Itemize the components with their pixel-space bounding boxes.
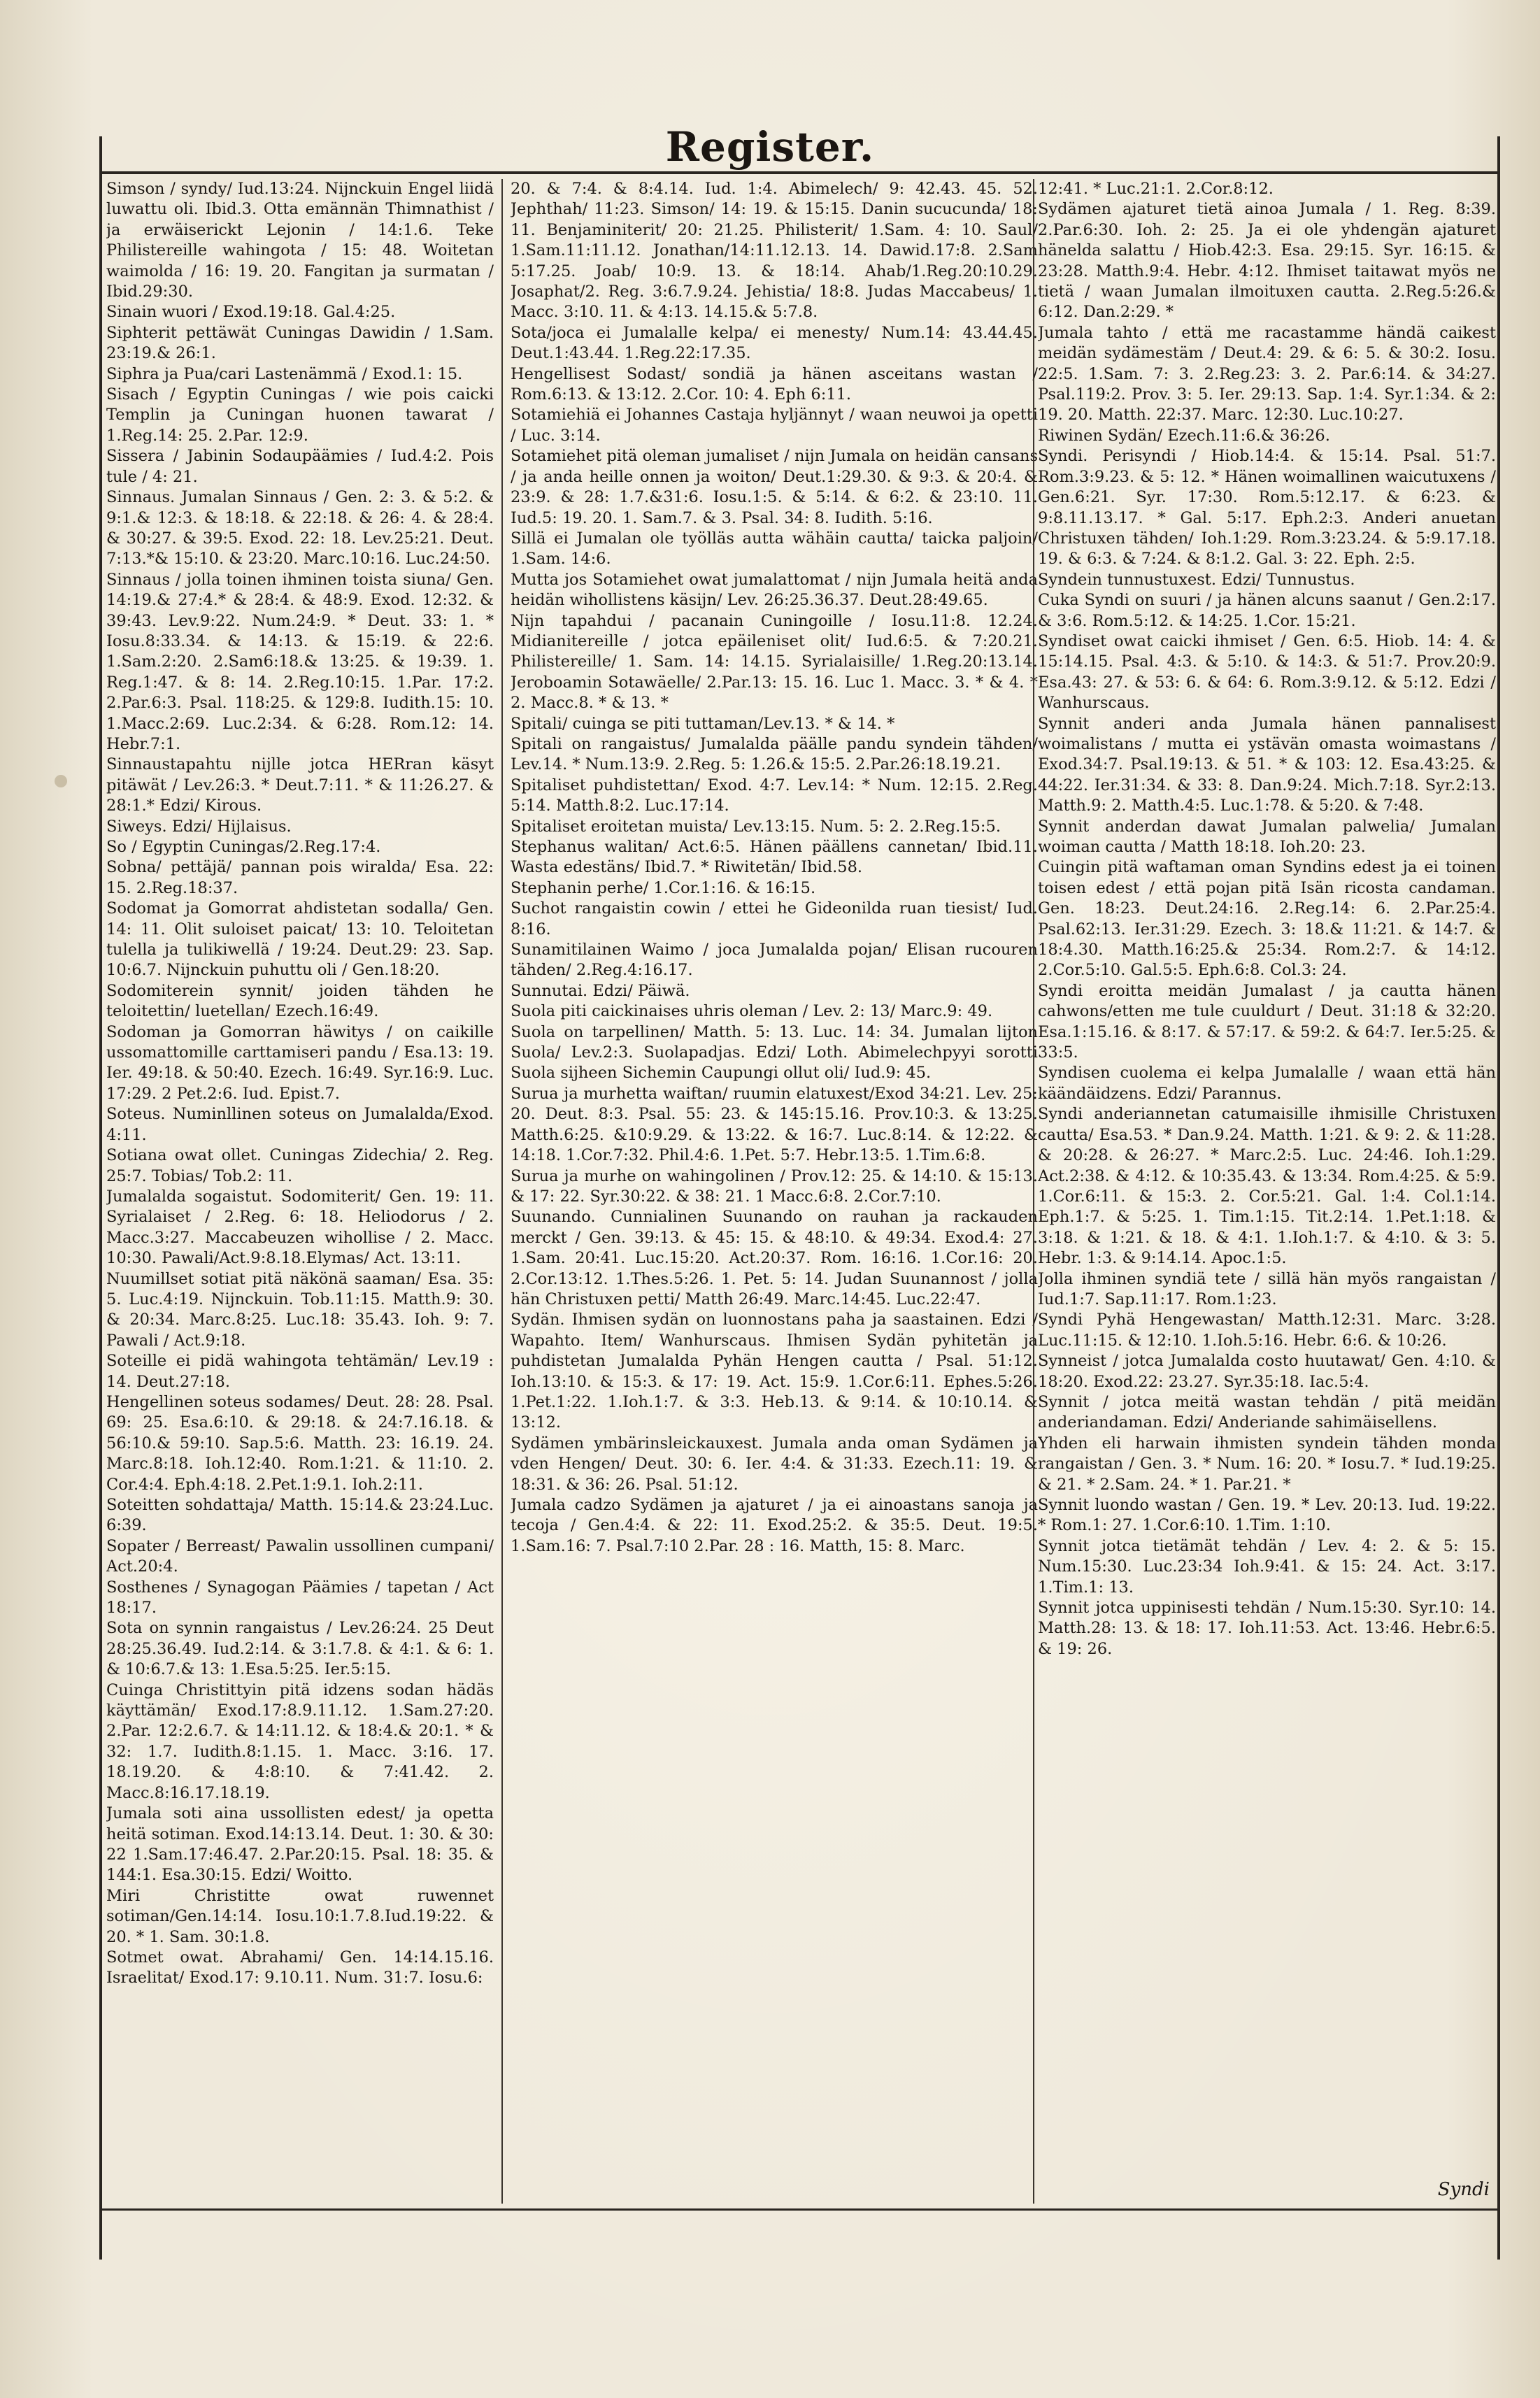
index-entry: Stephanin perhe/ 1.Cor.1:16. & 16:15.: [511, 878, 816, 897]
index-entry: Synneist / jotca Jumalalda costo huutawat/ Gen. 4:10. & 18:20. Exod.22: 23.27. Syr.35:18. Iac.5:4.: [1038, 1352, 1496, 1391]
index-entry: Spitaliset puhdistettan/ Exod. 4:7. Lev.14: * Num. 12:15. 2.Reg. 5:14. Matth.8:2. Luc.17:14.: [511, 776, 1038, 815]
index-entry: Yhden eli harwain ihmisten syndein tähden monda rangaistan / Gen. 3. * Num. 16: 20. * Iosu.7. * Iud.19:25. & 21. * 2.Sam. 24. * 1. Par.21. *: [1038, 1434, 1496, 1494]
index-entry: So / Egyptin Cuningas/2.Reg.17:4.: [106, 838, 381, 856]
index-entry: Sotiana owat ollet. Cuningas Zidechia/ 2. Reg. 25:7. Tobias/ Tob.2: 11.: [106, 1146, 494, 1185]
index-entry: Surua ja murhetta waiftan/ ruumin elatuxest/Exod 34:21. Lev. 25: 20. Deut. 8:3. Psal. 55: 23. & 145:15.16. Prov.10:3. & 13:25. Matth.6:25. &10:9.29. & 13:22. & 16:7. Luc.8:14. & 12:22. & 14:18. 1.Cor.7:32. Phil.4:6. 1.Pet. 5:7. Hebr.13:5. 1.Tim.6:8.: [511, 1084, 1038, 1165]
index-column-2: [511, 179, 1038, 2204]
index-entry: 20. & 7:4. & 8:4.14. Iud. 1:4. Abimelech/ 9: 42.43. 45. 52. Jephthah/ 11:23. Simson/ 14: 19. & 15:15. Danin sucucunda/ 18: 11. Benjaminiterit/ 20: 21.25. Philisterit/ 1.Sam. 4: 10. Saul/ 1.Sam.11:11.12. Jonathan/14:11.12.13. 14. Dawid.17:8. 2.Sam 5:17.25. Joab/ 10:9. 13. & 18:14. Ahab/1.Reg.20:10.29. Josaphat/2. Reg. 3:6.7.9.24. Jehistia/ 18:8. Judas Maccabeus/ 1. Macc. 3:10. 11. & 4:13. 14.15.& 5:7.8.: [511, 180, 1038, 322]
index-entry: Jumalalda sogaistut. Sodomiterit/ Gen. 19: 11. Syrialaiset / 2.Reg. 6: 18. Heliodorus / 2. Macc.3:27. Maccabeuzen wihollise / 2. Macc. 10:30. Pawali/Act.9:8.18.Elymas/ Act. 13:11.: [106, 1187, 494, 1268]
index-entry: Synnit / jotca meitä wastan tehdän / pitä meidän anderiandaman. Edzi/ Anderiande sahimäisellens.: [1038, 1392, 1496, 1432]
index-entry: Mutta jos Sotamiehet owat jumalattomat / nijn Jumala heitä anda heidän wihollistens käsijn/ Lev. 26:25.36.37. Deut.28:49.65.: [511, 570, 1038, 610]
index-entry: Sinnaus. Jumalan Sinnaus / Gen. 2: 3. & 5:2. & 9:1.& 12:3. & 18:18. & 22:18. & 26: 4. & 28:4. & 30:27. & 39:5. Exod. 22: 18. Lev.25:21. Deut. 7:13.*& 15:10. & 23:20. Marc.10:16. Luc.24:50.: [106, 488, 494, 569]
index-entry: Sotamiehet pitä oleman jumaliset / nijn Jumala on heidän cansans / ja anda heille onnen ja woiton/ Deut.1:29.30. & 9:3. & 20:4. & 23:9. & 28: 1.7.&31:6. Iosu.1:5. & 5:14. & 6:2. & 23:10. 11. Iud.5: 19. 20. 1. Sam.7. & 3. Psal. 34: 8. Iudith. 5:16.: [511, 447, 1038, 527]
index-entry: Hengellisest Sodast/ sondiä ja hänen asceitans wastan / Rom.6:13. & 13:12. 2.Cor. 10: 4. Eph 6:11.: [511, 364, 1038, 404]
index-entry: Soteille ei pidä wahingota tehtämän/ Lev.19 : 14. Deut.27:18.: [106, 1352, 494, 1391]
index-entry: Soteitten sohdattaja/ Matth. 15:14.& 23:24.Luc. 6:39.: [106, 1496, 494, 1535]
index-entry: Syndi eroitta meidän Jumalast / ja cautta hänen cahwons/etten me tule cuuldurt / Deut. 31:18 & 32:20. Esa.1:15.16. & 8:17. & 57:17. & 59:2. & 64:7. Ier.5:25. & 33:5.: [1038, 981, 1496, 1062]
index-entry: Syndein tunnustuxest. Edzi/ Tunnustus.: [1038, 570, 1355, 589]
index-entry: Sotmet owat. Abrahami/ Gen. 14:14.15.16. Israelitat/ Exod.17: 9.10.11. Num. 31:7. Iosu.6:: [106, 1948, 494, 1987]
index-entry: Sissera / Jabinin Sodaupäämies / Iud.4:2. Pois tule / 4: 21.: [106, 447, 494, 486]
index-entry: Soteus. Numinllinen soteus on Jumalalda/Exod. 4:11.: [106, 1105, 494, 1144]
index-entry: Sota/joca ei Jumalalle kelpa/ ei menesty/ Num.14: 43.44.45. Deut.1:43.44. 1.Reg.22:17.35.: [511, 323, 1038, 363]
index-column-1: [106, 179, 494, 2204]
index-entry: Synnit anderdan dawat Jumalan palwelia/ Jumalan woiman cautta / Matth 18:18. Ioh.20: 23.: [1038, 817, 1496, 856]
index-entry: Sinnaus / jolla toinen ihminen toista siuna/ Gen. 14:19.& 27:4.* & 28:4. & 48:9. Exod. 12:32. & 39:43. Lev.9:22. Num.24:9. * Deut. 33: 1. * Iosu.8:33.34. & 14:13. & 15:19. & 22:6. 1.Sam.2:20. 2.Sam6:18.& 13:25. & 19:39. 1. Reg.1:47. & 8: 14. 2.Reg.10:15. 1.Par. 17:2. 2.Par.6:3. Psal. 118:25. & 129:8. Iudith.15: 10. 1.Macc.2:69. Luc.2:34. & 6:28. Rom.12: 14. Hebr.7:1.: [106, 570, 494, 753]
index-entry: Siphra ja Pua/cari Lastenämmä / Exod.1: 15.: [106, 364, 463, 383]
index-entry: Sydämen ymbärinsleickauxest. Jumala anda oman Sydämen ja vden Hengen/ Deut. 30: 6. Ier. 4:4. & 31:33. Ezech.11: 19. & 18:31. & 36: 26. Psal. 51:12.: [511, 1434, 1038, 1494]
index-entry: Cuka Syndi on suuri / ja hänen alcuns saanut / Gen.2:17. & 3:6. Rom.5:12. & 14:25. 1.Cor. 15:21.: [1038, 591, 1496, 630]
paper-hole: [55, 775, 67, 787]
index-entry: Synnit anderi anda Jumala hänen pannalisest woimalistans / mutta ei ystävän omasta woimastans / Exod.34:7. Psal.19:13. & 51. * & 103: 12. Esa.43:25. & 44:22. Ier.31:34. & 33: 8. Dan.9:24. Mich.7:18. Syr.2:13. Matth.9: 2. Matth.4:5. Luc.1:78. & 5:20. & 7:48.: [1038, 714, 1496, 815]
index-entry: Suola piti caickinaises uhris oleman / Lev. 2: 13/ Marc.9: 49.: [511, 1002, 993, 1021]
index-entry: Siweys. Edzi/ Hijlaisus.: [106, 817, 292, 836]
index-entry: Sunnutai. Edzi/ Päiwä.: [511, 981, 690, 1000]
index-entry: Sydän. Ihmisen sydän on luonnostans paha ja saastainen. Edzi / Wapahto. Item/ Wanhurscaus. Ihmisen Sydän pyhitetän ja puhdistetan Jumalalda Pyhän Hengen cautta / Psal. 51:12. Ioh.13:10. & 15:3. & 17: 19. Act. 15:9. 1.Cor.6:11. Ephes.5:26. 1.Pet.1:22. 1.Ioh.1:7. & 3:3. Heb.13. & 9:14. & 10:10.14. & 13:12.: [511, 1311, 1038, 1432]
index-entry: Siphterit pettäwät Cuningas Dawidin / 1.Sam. 23:19.& 26:1.: [106, 323, 494, 363]
index-entry: Spitali/ cuinga se piti tuttaman/Lev.13. * & 14. *: [511, 714, 895, 733]
index-entry: Cuinga Christittyin pitä idzens sodan hädäs käyttämän/ Exod.17:8.9.11.12. 1.Sam.27:20. 2.Par. 12:2.6.7. & 14:11.12. & 18:4.& 20:1. * & 32: 1.7. Iudith.8:1.15. 1. Macc. 3:16. 17. 18.19.20. & 4:8:10. & 7:41.42. 2. Macc.8:16.17.18.19.: [106, 1680, 494, 1802]
index-entry: Sodoman ja Gomorran häwitys / on caikille ussomattomille carttamiseri pandu / Esa.13: 19. Ier. 49:18. & 50:40. Ezech. 16:49. Syr.16:9. Luc. 17:29. 2 Pet.2:6. Iud. Epist.7.: [106, 1022, 494, 1103]
catchword: Syndi: [1437, 2179, 1490, 2200]
index-entry: Sinnaustapahtu nijlle jotca HERran käsyt pitäwät / Lev.26:3. * Deut.7:11. * & 11:26.27. & 28:1.* Edzi/ Kirous.: [106, 755, 494, 815]
index-entry: Jumala cadzo Sydämen ja ajaturet / ja ei ainoastans sanoja ja tecoja / Gen.4:4. & 22: 11. Exod.25:2. & 35:5. Deut. 19:5. 1.Sam.16: 7. Psal.7:10 2.Par. 28 : 16. Matth, 15: 8. Marc.: [511, 1496, 1038, 1555]
index-entry: Sodomat ja Gomorrat ahdistetan sodalla/ Gen. 14: 11. Olit suloiset paicat/ 13: 10. Teloitetan tulella ja tulikiwellä / 19:24. Deut.29: 23. Sap. 10:6.7. Nijnckuin puhuttu oli / Gen.18:20.: [106, 899, 494, 980]
index-entry: Miri Christitte owat ruwennet sotiman/Gen.14:14. Iosu.10:1.7.8.Iud.19:22. & 20. * 1. Sam. 30:1.8.: [106, 1886, 494, 1946]
index-entry: Sosthenes / Synagogan Päämies / tapetan / Act 18:17.: [106, 1578, 494, 1618]
index-column-3: [1038, 179, 1496, 2204]
index-entry: Sunamitilainen Waimo / joca Jumalalda pojan/ Elisan rucouren tähden/ 2.Reg.4:16.17.: [511, 941, 1038, 980]
index-entry: Simson / syndy/ Iud.13:24. Nijnckuin Engel liidä luwattu oli. Ibid.3. Otta emännän Thimnathist / ja erwäiserickt Lejonin / 14:1.6. Teke Philistereille wahingota / 15: 48. Woitetan waimolda / 16: 19. 20. Fangitan ja surmatan / Ibid.29:30.: [106, 180, 494, 301]
index-entry: Syndi. Perisyndi / Hiob.14:4. & 15:14. Psal. 51:7. Rom.3:9.23. & 5: 12. * Hänen woimallinen waicutuxens / Gen.6:21. Syr. 17:30. Rom.5:12.17. & 6:23. & 9:8.11.13.17. * Gal. 5:17. Eph.2:3. Anderi anuetan Christuxen tähden/ Ioh.1:29. Rom.3:23.24. & 5:9.17.18. 19. & 6:3. & 7:24. & 8:1.2. Gal. 3: 22. Eph. 2:5.: [1038, 447, 1496, 569]
index-entry: Sota on synnin rangaistus / Lev.26:24. 25 Deut 28:25.36.49. Iud.2:14. & 3:1.7.8. & 4:1. & 6: 1. & 10:6.7.& 13: 1.Esa.5:25. Ier.5:15.: [106, 1619, 494, 1679]
index-entry: Sopater / Berreast/ Pawalin ussollinen cumpani/ Act.20:4.: [106, 1536, 494, 1576]
column-divider: [1033, 179, 1034, 2204]
index-entry: Synnit jotca tietämät tehdän / Lev. 4: 2. & 5: 15. Num.15:30. Luc.23:34 Ioh.9:41. & 15: 24. Act. 3:17. 1.Tim.1: 13.: [1038, 1536, 1496, 1597]
index-entry: Sinain wuori / Exod.19:18. Gal.4:25.: [106, 303, 396, 322]
top-rule: [99, 171, 1500, 174]
index-entry: Spitaliset eroitetan muista/ Lev.13:15. Num. 5: 2. 2.Reg.15:5.: [511, 817, 1001, 836]
index-entry: Sotamiehiä ei Johannes Castaja hyljännyt / waan neuwoi ja opetti / Luc. 3:14.: [511, 406, 1038, 445]
index-entry: Cuingin pitä waftaman oman Syndins edest ja ei toinen toisen edest / että pojan pitä Isän ricosta candaman. Gen. 18:23. Deut.24:16. 2.Reg.14: 6. 2.Par.25:4. Psal.62:13. Ier.31:29. Ezech. 3: 18.& 11:21. & 14:7. & 18:4.30. Matth.16:25.& 25:34. Rom.2:7. & 14:12. 2.Cor.5:10. Gal.5:5. Eph.6:8. Col.3: 24.: [1038, 858, 1496, 980]
index-entry: Riwinen Sydän/ Ezech.11:6.& 36:26.: [1038, 426, 1330, 445]
bottom-rule: [99, 2208, 1500, 2211]
index-entry: Syndiset owat caicki ihmiset / Gen. 6:5. Hiob. 14: 4. & 15:14.15. Psal. 4:3. & 5:10. & 14:3. & 51:7. Prov.20:9. Esa.43: 27. & 53: 6. & 64: 6. Rom.3:9.12. & 5:12. Edzi / Wanhurscaus.: [1038, 631, 1496, 713]
index-entry: Sodomiterein synnit/ joiden tähden he teloitettin/ luetellan/ Ezech.16:49.: [106, 981, 494, 1021]
column-divider: [501, 179, 503, 2204]
index-entry: Syndi anderiannetan catumaisille ihmisille Christuxen cautta/ Esa.53. * Dan.9.24. Matth. 1:21. & 9: 2. & 11:28. & 20:28. & 26:27. * Marc.2:5. Luc. 24:46. Ioh.1:29. Act.2:38. & 4:12. & 10:35.43. & 13:34. Rom.4:25. & 5:9. 1.Cor.6:11. & 15:3. 2. Cor.5:21. Gal. 1:4. Col.1:14. Eph.1:7. & 5:25. 1. Tim.1:15. Tit.2:14. 1.Pet.1:18. & 3:18. & 1:21. & 18. & 4:1. 1.Ioh.1:7. & 4:10. & 3: 5. Hebr. 1:3. & 9:14.14. Apoc.1:5.: [1038, 1105, 1496, 1268]
index-entry: 12:41. * Luc.21:1. 2.Cor.8:12.: [1038, 180, 1274, 198]
index-entry: Hengellinen soteus sodames/ Deut. 28: 28. Psal. 69: 25. Esa.6:10. & 29:18. & 24:7.16.18. & 56:10.& 59:10. Sap.5:6. Matth. 23: 16.19. 24. Marc.8:18. Ioh.12:40. Rom.1:21. & 11:10. 2. Cor.4:4. Eph.4:18. 2.Pet.1:9.1. Ioh.2:11.: [106, 1392, 494, 1494]
page-title: Register.: [665, 123, 875, 171]
index-entry: Jumala tahto / että me racastamme händä caikest meidän sydämestäm / Deut.4: 29. & 6: 5. & 30:2. Iosu. 22:5. 1.Sam. 7: 3. 2.Reg.23: 3. 2. Par.6:14. & 34:27. Psal.119:2. Prov. 3: 5. Ier. 29:13. Sap. 1:4. Syr.1:34. & 2: 19. 20. Matth. 22:37. Marc. 12:30. Luc.10:27.: [1038, 323, 1496, 424]
index-entry: Sillä ei Jumalan ole työlläs autta wähäin cautta/ taicka paljoin/ 1.Sam. 14:6.: [511, 529, 1038, 569]
index-entry: Nuumillset sotiat pitä näkönä saaman/ Esa. 35: 5. Luc.4:19. Nijnckuin. Tob.11:15. Matth.9: 30. & 20:34. Marc.8:25. Luc.18: 35.43. Ioh. 9: 7. Pawali / Act.9:18.: [106, 1269, 494, 1350]
index-entry: Suunando. Cunnialinen Suunando on rauhan ja rackauden merckt / Gen. 39:13. & 45: 15. & 48:10. & 49:34. Exod.4: 27. 1.Sam. 20:41. Luc.15:20. Act.20:37. Rom. 16:16. 1.Cor.16: 20. 2.Cor.13:12. 1.Thes.5:26. 1. Pet. 5: 14. Judan Suunannost / jolla hän Christuxen petti/ Matth 26:49. Marc.14:45. Luc.22:47.: [511, 1208, 1038, 1308]
index-entry: Jumala soti aina ussollisten edest/ ja opetta heitä sotiman. Exod.14:13.14. Deut. 1: 30. & 30: 22 1.Sam.17:46.47. 2.Par.20:15. Psal. 18: 35. & 144:1. Esa.30:15. Edzi/ Woitto.: [106, 1804, 494, 1885]
index-entry: Jolla ihminen syndiä tete / sillä hän myös rangaistan / Iud.1:7. Sap.11:17. Rom.1:23.: [1038, 1269, 1496, 1308]
index-entry: Syndi Pyhä Hengewastan/ Matth.12:31. Marc. 3:28. Luc.11:15. & 12:10. 1.Ioh.5:16. Hebr. 6:6. & 10:26.: [1038, 1311, 1496, 1350]
index-entry: Stephanus walitan/ Act.6:5. Hänen päällens cannetan/ Ibid.11. Wasta edestäns/ Ibid.7. * Riwitetän/ Ibid.58.: [511, 838, 1038, 877]
index-entry: Surua ja murhe on wahingolinen / Prov.12: 25. & 14:10. & 15:13. & 17: 22. Syr.30:22. & 38: 21. 1 Macc.6:8. 2.Cor.7:10.: [511, 1166, 1038, 1206]
index-entry: Suchot rangaistin cowin / ettei he Gideonilda ruan tiesist/ Iud. 8:16.: [511, 899, 1038, 938]
index-entry: Suola on tarpellinen/ Matth. 5: 13. Luc. 14: 34. Jumalan lijton Suola/ Lev.2:3. Suolapadjas. Edzi/ Loth. Abimelechpyyi sorotti Suola sijheen Sichemin Caupungi ollut oli/ Iud.9: 45.: [511, 1022, 1038, 1083]
index-entry: Spitali on rangaistus/ Jumalalda päälle pandu syndein tähden/ Lev.14. * Num.13:9. 2.Reg. 5: 1.26.& 15:5. 2.Par.26:18.19.21.: [511, 734, 1038, 774]
index-entry: Nijn tapahdui / pacanain Cuningoille / Iosu.11:8. 12.24. Midianitereille / jotca epäileniset olit/ Iud.6:5. & 7:20.21. Philistereille/ 1. Sam. 14: 14.15. Syrialaisille/ 1.Reg.20:13.14. Jeroboamin Sotawäelle/ 2.Par.13: 15. 16. Luc 1. Macc. 3. * & 4. * 2. Macc.8. * & 13. *: [511, 611, 1038, 713]
index-entry: Sydämen ajaturet tietä ainoa Jumala / 1. Reg. 8:39. 2.Par.6:30. Ioh. 2: 25. Ja ei ole yhdengän ajaturet hänelda salattu / Hiob.42:3. Esa. 29:15. Syr. 16:15. & 23:28. Matth.9:4. Hebr. 4:12. Ihmiset taitawat myös ne tietä / waan Jumalan ilmoituxen cautta. 2.Reg.5:26.& 6:12. Dan.2:29. *: [1038, 200, 1496, 322]
index-entry: Sobna/ pettäjä/ pannan pois wiralda/ Esa. 22: 15. 2.Reg.18:37.: [106, 858, 494, 897]
index-entry: Synnit luondo wastan / Gen. 19. * Lev. 20:13. Iud. 19:22. * Rom.1: 27. 1.Cor.6:10. 1.Tim. 1:10.: [1038, 1496, 1496, 1535]
index-entry: Synnit jotca uppinisesti tehdän / Num.15:30. Syr.10: 14. Matth.28: 13. & 18: 17. Ioh.11:53. Act. 13:46. Hebr.6:5. & 19: 26.: [1038, 1599, 1496, 1658]
index-entry: Sisach / Egyptin Cuningas / wie pois caicki Templin ja Cuningan huonen tawarat / 1.Reg.14: 25. 2.Par. 12:9.: [106, 385, 494, 445]
index-entry: Syndisen cuolema ei kelpa Jumalalle / waan että hän käändäidzens. Edzi/ Parannus.: [1038, 1064, 1496, 1103]
